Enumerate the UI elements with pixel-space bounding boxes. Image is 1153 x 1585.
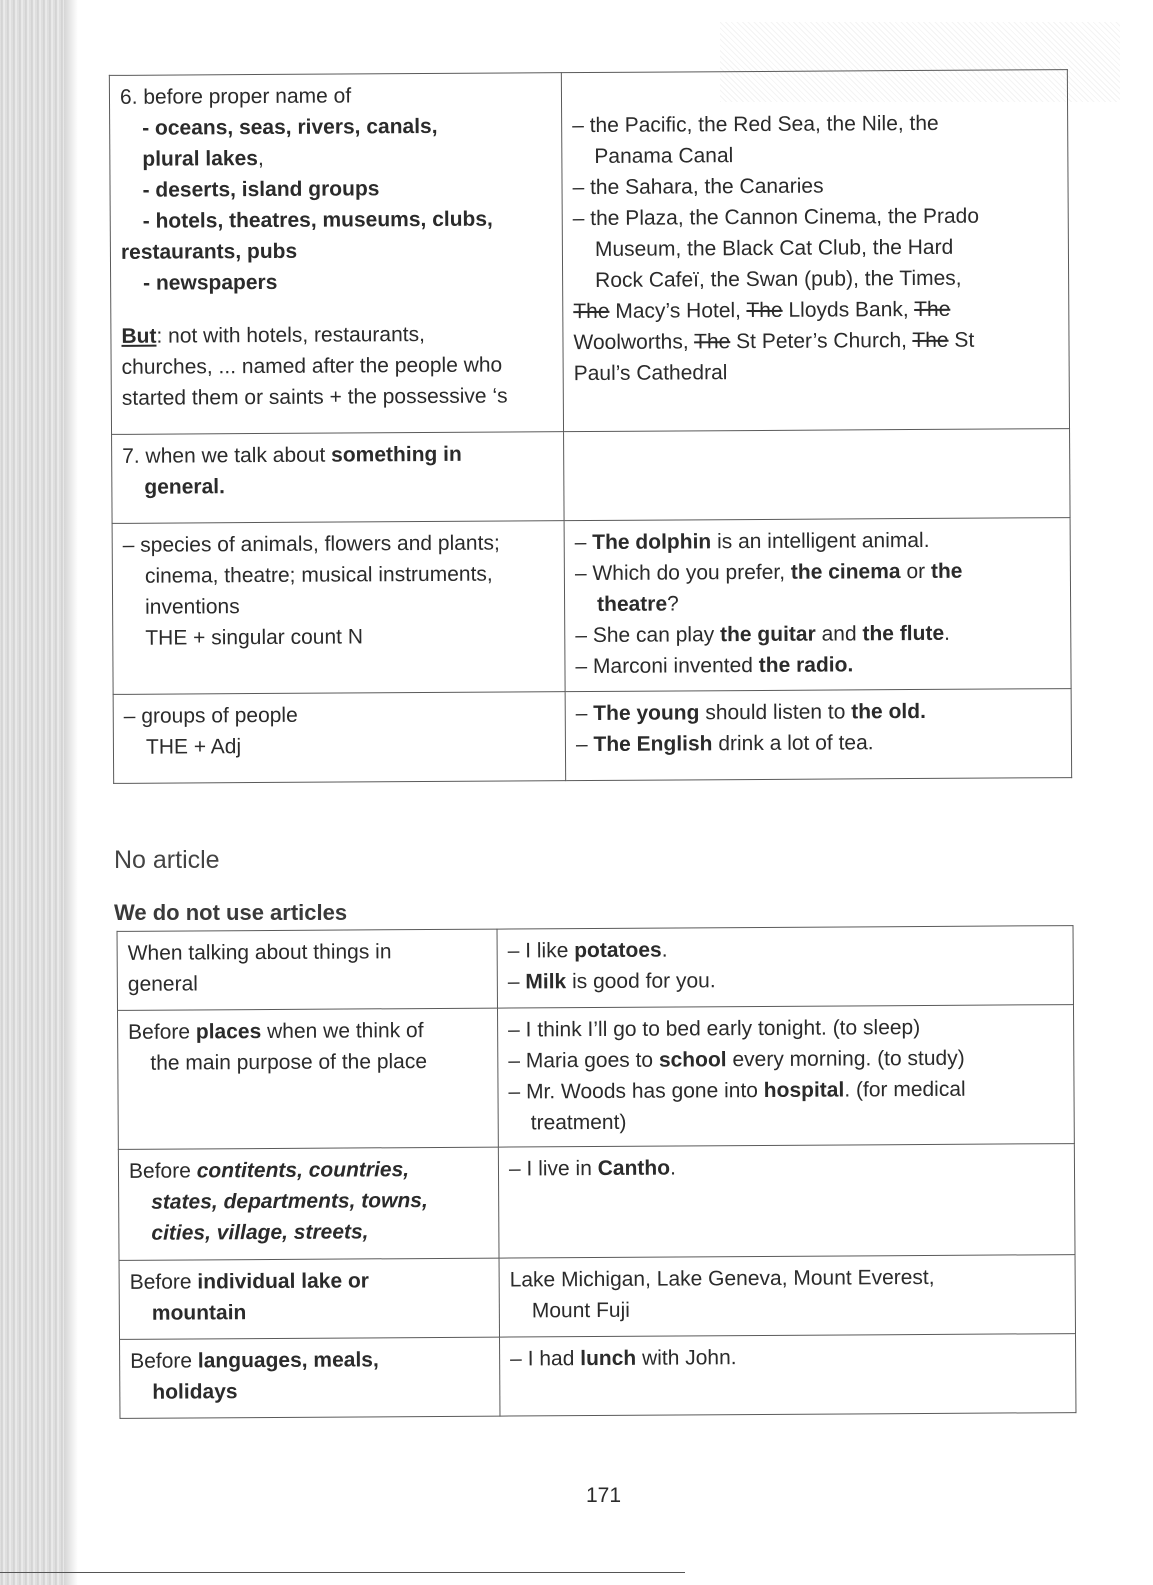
example-text: Rock Cafeï, the Swan (pub), the Times, — [595, 266, 962, 292]
bold-text: the — [930, 559, 963, 583]
section-heading-no-article: No article — [114, 846, 220, 874]
rule-text — [121, 318, 552, 352]
example-text: Macy’s Hotel, — [609, 299, 747, 323]
bold-text: plural lakes — [142, 147, 258, 171]
rule-cell — [117, 929, 497, 1010]
rule-text: - deserts, island groups — [142, 177, 380, 202]
rule-text: THE + singular count N — [145, 625, 364, 650]
bold-text: the old. — [851, 699, 926, 724]
example-text: Which do you prefer, — [592, 560, 791, 585]
rule-text: churches, ... named after the people who — [121, 353, 503, 379]
example-text: ? — [667, 592, 679, 616]
rule-text: : not with hotels, restaurants, — [156, 323, 425, 348]
example-text: – the Sahara, the Canaries — [572, 174, 824, 200]
example-text: Mount Fuji — [531, 1298, 630, 1323]
rule-cell — [120, 1337, 500, 1418]
dash: – — [508, 1157, 527, 1181]
rule-text: 7. when we talk about — [122, 443, 332, 468]
rule-text — [122, 438, 553, 472]
struck-article: The — [573, 299, 610, 324]
rule-text: - newspapers — [143, 270, 278, 295]
example-cell — [498, 1144, 1075, 1259]
dash: – — [575, 732, 594, 757]
table-row — [118, 1144, 1075, 1261]
bold-text: lunch — [580, 1346, 637, 1371]
rule-cell — [112, 521, 565, 695]
rule-cell — [118, 1147, 499, 1260]
example-text: . — [944, 621, 951, 645]
example-cell — [564, 518, 1071, 692]
example-text: Lloyds Bank, — [782, 298, 915, 322]
example-text: Mr. Woods has gone into — [525, 1078, 764, 1104]
example-text — [508, 963, 1063, 997]
dash: – — [508, 1018, 526, 1042]
rule-text: restaurants, pubs — [120, 239, 298, 264]
spacer — [121, 296, 552, 321]
example-text — [508, 932, 1063, 966]
rule-text: – groups of people — [123, 703, 298, 728]
example-text: is an intelligent animal. — [711, 528, 930, 554]
rule-text: Before — [129, 1270, 198, 1294]
example-text — [573, 293, 1058, 327]
example-text: and — [815, 622, 863, 646]
table-row — [120, 1334, 1076, 1419]
table-row — [109, 70, 1069, 435]
rule-text: THE + Adj — [145, 735, 242, 759]
page-number: 171 — [586, 1484, 622, 1507]
dash: – — [575, 654, 594, 679]
bold-text: potatoes — [574, 938, 662, 963]
rule-text — [120, 141, 551, 175]
example-text — [575, 648, 1060, 682]
rule-text — [129, 1154, 488, 1187]
dash: – — [510, 1347, 528, 1371]
example-text — [575, 617, 1060, 651]
example-text: I live in — [526, 1156, 598, 1181]
rule-text: - hotels, theatres, museums, clubs, — [142, 207, 493, 233]
example-text — [576, 695, 1061, 729]
rule-text: started them or saints + the possessive ‘s — [121, 384, 508, 410]
rule-text — [130, 1265, 489, 1298]
rule-text: 6. before proper name of — [119, 84, 352, 109]
table-row — [113, 689, 1072, 784]
bold-italic-text: states, departments, towns, — [151, 1189, 428, 1214]
example-text: I like — [525, 939, 575, 963]
rule-text — [128, 1015, 487, 1048]
dash: – — [574, 561, 593, 586]
example-text — [508, 1011, 1063, 1045]
rule-text: Before — [128, 1020, 196, 1044]
dash: – — [575, 701, 594, 726]
example-text — [575, 524, 1060, 558]
example-text: – the Plaza, the Cannon Cinema, the Prado — [572, 204, 980, 231]
bottom-edge-line — [0, 1572, 685, 1573]
struck-article: The — [914, 297, 951, 322]
bold-text: the cinema — [790, 560, 901, 584]
table-row — [112, 429, 1071, 524]
example-text: She can play — [592, 623, 721, 647]
subheading-we-do-not-use-articles: We do not use articles — [114, 900, 348, 925]
rule-text: when we think of — [261, 1019, 424, 1044]
example-text: St Peter’s Church, — [730, 329, 913, 354]
bold-text: The dolphin — [592, 530, 712, 554]
dash: – — [508, 1080, 527, 1104]
example-cell — [497, 1005, 1074, 1148]
bold-text: theatre — [597, 592, 668, 616]
example-text: I think I’ll go to bed early tonight. (to sleep) — [525, 1016, 921, 1042]
dash: – — [575, 623, 593, 648]
example-text — [508, 1042, 1063, 1076]
example-cell — [497, 926, 1073, 1009]
articles-table-the — [109, 69, 1072, 784]
struck-article: The — [694, 330, 731, 354]
rule-cell — [118, 1008, 499, 1149]
example-text: drink a lot of tea. — [712, 731, 874, 756]
bold-text: Cantho — [597, 1156, 671, 1180]
rule-text: – species of animals, flowers and plants; — [122, 531, 500, 557]
bold-text: the guitar — [719, 622, 816, 647]
example-text — [510, 1340, 1065, 1374]
rule-text: the main purpose of the place — [150, 1050, 428, 1075]
struck-article: The — [912, 328, 949, 353]
table-row — [117, 926, 1073, 1011]
example-text: – the Pacific, the Red Sea, the Nile, the — [572, 111, 939, 138]
example-cell — [561, 70, 1069, 432]
bold-text: hospital — [763, 1078, 845, 1102]
example-text: with John. — [636, 1346, 737, 1370]
example-text — [509, 1150, 1064, 1184]
example-text: Museum, the Black Cat Club, the Hard — [594, 235, 954, 261]
bold-text: something in — [331, 442, 462, 467]
rule-cell — [109, 73, 563, 435]
example-text — [575, 586, 1060, 620]
bold-text: individual lake or — [197, 1269, 370, 1294]
bold-text: the flute — [862, 621, 945, 646]
example-text: is good for you. — [566, 969, 716, 994]
rule-cell — [119, 1258, 499, 1339]
table-row — [118, 1005, 1075, 1150]
bold-text: mountain — [151, 1301, 247, 1325]
table-row — [119, 1255, 1075, 1340]
rule-text: Before — [128, 1159, 197, 1183]
example-cell — [499, 1255, 1075, 1338]
example-text: Lake Michigan, Lake Geneva, Mount Everest, — [509, 1265, 935, 1292]
example-text — [573, 324, 1058, 358]
rule-text: inventions — [145, 595, 240, 619]
bold-text: the radio. — [758, 653, 854, 677]
table-row — [112, 518, 1071, 695]
struck-article: The — [746, 298, 783, 323]
example-text: Marconi invented — [592, 653, 759, 678]
dash: – — [508, 1049, 526, 1073]
rule-text: general. — [144, 475, 225, 499]
example-text — [508, 1073, 1063, 1107]
bold-text: holidays — [152, 1380, 238, 1404]
no-article-table — [117, 925, 1077, 1419]
dash: – — [507, 970, 526, 994]
rule-text: , — [257, 146, 264, 171]
bold-text: school — [658, 1048, 727, 1072]
example-text: St — [948, 328, 975, 352]
rule-text: cinema, theatre; musical instruments, — [144, 562, 493, 588]
rule-text: Before — [130, 1349, 198, 1373]
dash: – — [507, 939, 526, 963]
example-text — [576, 726, 1061, 760]
rule-text — [130, 1344, 489, 1377]
bold-text: The young — [593, 701, 700, 725]
rule-text: When talking about things in — [127, 940, 392, 965]
rule-cell — [113, 692, 566, 784]
example-text: should listen to — [699, 700, 852, 725]
example-text: Paul’s Cathedral — [573, 361, 728, 386]
example-text: every morning. (to study) — [726, 1046, 965, 1072]
example-text: Panama Canal — [594, 144, 734, 168]
example-text: Maria goes to — [525, 1048, 659, 1073]
bold-text: The English — [593, 732, 713, 756]
rule-cell — [112, 432, 565, 524]
bold-text: Milk — [525, 970, 567, 994]
bold-italic-text: contitents, countries, — [196, 1158, 410, 1183]
dash: – — [574, 530, 593, 555]
rule-text: - oceans, seas, rivers, canals, — [142, 114, 438, 140]
bold-text: places — [195, 1020, 262, 1044]
example-text: or — [900, 559, 931, 584]
example-text: . — [661, 938, 668, 962]
example-cell — [564, 429, 1071, 521]
example-cell — [500, 1334, 1076, 1417]
example-text: . (for medical — [844, 1077, 966, 1102]
example-text: treatment) — [530, 1110, 627, 1135]
bold-italic-text: cities, village, streets, — [151, 1220, 369, 1245]
example-text: . — [669, 1156, 676, 1180]
example-text: I had — [527, 1347, 581, 1371]
bold-text: languages, meals, — [197, 1348, 379, 1373]
example-text — [575, 555, 1060, 589]
book-binding-shadow — [0, 0, 78, 1585]
but-label: But — [121, 324, 157, 348]
rule-text: general — [127, 972, 198, 996]
example-cell — [565, 689, 1072, 781]
example-text: Woolworths, — [573, 330, 695, 355]
